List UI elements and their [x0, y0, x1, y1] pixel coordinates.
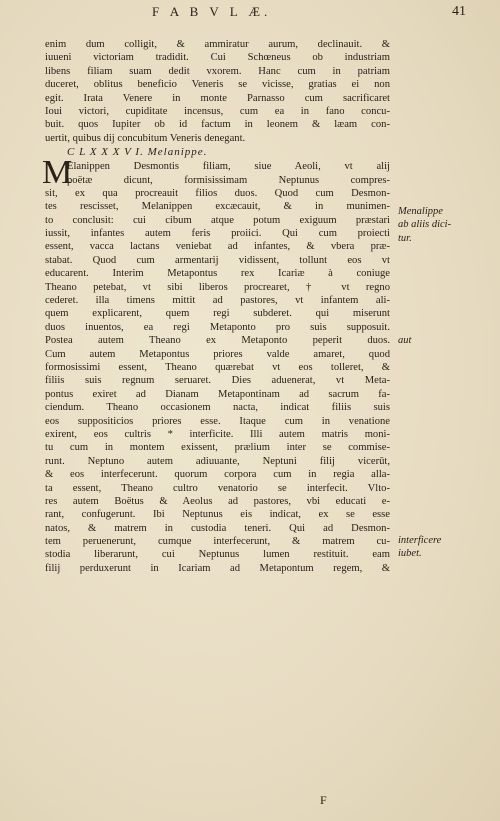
text-line: tem peruenerunt, cumque interfecerunt, & matrem cu- — [45, 536, 390, 548]
margin-note-aut: aut — [398, 335, 412, 346]
text-line: cederet. illa timens mittit ad pastores, vt infantem ali- — [45, 295, 390, 307]
text-line: iuueni victoriam tradidit. Cui Schœneus ob industriam — [45, 52, 390, 64]
page-header — [0, 4, 500, 24]
margin-note-interficere — [398, 534, 498, 561]
margin-note-line: ab aliis dici- — [398, 219, 452, 231]
running-title: F A B V L Æ. — [152, 4, 272, 19]
margin-note-line: interficere — [398, 535, 442, 546]
text-line: educarent. Interim Metapontus rex Icariæ à coniuge — [45, 268, 390, 280]
text-line: rant, confugerunt. Ibi Neptunus eis indicat, ex se esse — [45, 509, 390, 521]
text-line: Elanippen Desmontis filiam, siue Aeoli, vt alij — [67, 161, 390, 173]
text-line: uertit, quibus dij concubitum Veneris denegant. — [45, 132, 246, 144]
text-line: to conclusit: cui cibum atque potum exiguum præstari — [45, 214, 390, 226]
text-line: ciendum. Theano occasionem nacta, indicat filiis suis — [45, 402, 390, 414]
signature-mark: F — [320, 793, 327, 807]
margin-note-line: iubet. — [398, 548, 422, 560]
text-line: sit, ex qua procreauit filios duos. Quod cum Desmon- — [45, 187, 390, 199]
text-line: stodia liberarunt, cui Neptunus lumen restituit. eam — [45, 549, 390, 561]
dropcap-letter: M — [42, 154, 73, 192]
margin-note-line: tur. — [398, 232, 412, 244]
margin-note-line: Menalippe — [398, 206, 443, 217]
text-line: quem explicarent, quem regi subderet. qui miserunt — [45, 308, 390, 320]
main-text — [42, 38, 390, 575]
text-line: tu cum in montem exissent, prælium inter se commise- — [45, 442, 390, 454]
text-line: filiis suis regnum seruaret. Dies aduenerat, vt Meta- — [45, 375, 390, 387]
text-line: buit. quos Iupiter ob id factum in leonem & læam con- — [45, 119, 390, 131]
text-line: duos inuentos, ea regi Metaponto pro suis supposuit. — [45, 321, 390, 333]
text-line: stabat. Quod cum armentarij vidissent, tollunt eos vt — [45, 254, 390, 266]
text-line: runt. Neptuno autem adiuuante, Neptuni filij vicerūt, — [45, 455, 390, 467]
dropcap-paragraph — [42, 154, 390, 192]
page-number: 41 — [452, 4, 466, 19]
text-line: formosissimi essent, Theano quærebat vt eos tolleret, & — [45, 361, 390, 373]
text-line: iussit, infantes autem feris proiici. Qui cum proiecti — [45, 228, 390, 240]
margin-note-menalippe — [398, 205, 498, 245]
text-line: libens filiam suam dedit vxorem. Hanc cum in patriam — [45, 65, 390, 77]
text-line: egit. Irata Venere in monte Parnasso cum sacrificaret — [45, 92, 390, 104]
text-line: duceret, oblitus beneficio Veneris se vicisse, gratias ei non — [45, 79, 390, 91]
text-line: ta essent, Theano cultro venatorio se interfecit. Vlto- — [45, 482, 390, 494]
chapter-heading: C L X X X V I. Melanippe. — [67, 146, 208, 159]
text-line: res autem Boëtus & Aeolus ad pastores, vbi educati e- — [45, 495, 390, 507]
text-line: pontus exiret ad Dianam Metapontinam ad sacrum fa- — [45, 388, 390, 400]
text-line: natos, & matrem in custodia teneri. Qui ad Desmon- — [45, 522, 390, 534]
text-line: essent, vacca lactans veniebat ad infantes, & vbera præ- — [45, 241, 390, 253]
text-line: Postea autem Theano ex Metaponto peperit duos. — [45, 335, 390, 347]
text-line: eos suppositicios priores esse. Itaque cum in venatione — [45, 415, 390, 427]
text-line: poëtæ dicunt, formisissimam Neptunus compres- — [67, 174, 390, 186]
text-line: & eos interfecerunt. quorum corpora cum in regia alla- — [45, 469, 390, 481]
text-line: Theano petebat, vt sibi liberos procrearet, † vt regno — [45, 281, 390, 293]
text-line: Cum autem Metapontus priores valde amaret, quod — [45, 348, 390, 360]
text-line: enim dum colligit, & ammiratur aurum, declinauit. & — [45, 39, 390, 50]
text-line: tes rescisset, Melanippen excæcauit, & in munimen- — [45, 201, 390, 213]
text-line: filij perduxerunt in Icariam ad Metapontum regem, & — [45, 562, 390, 574]
text-line: exirent, eos cultris * interficite. Illi autem matris moni- — [45, 428, 390, 440]
text-line: Ioui victori, cupiditate incensus, cum ea in fano concu- — [45, 105, 390, 117]
